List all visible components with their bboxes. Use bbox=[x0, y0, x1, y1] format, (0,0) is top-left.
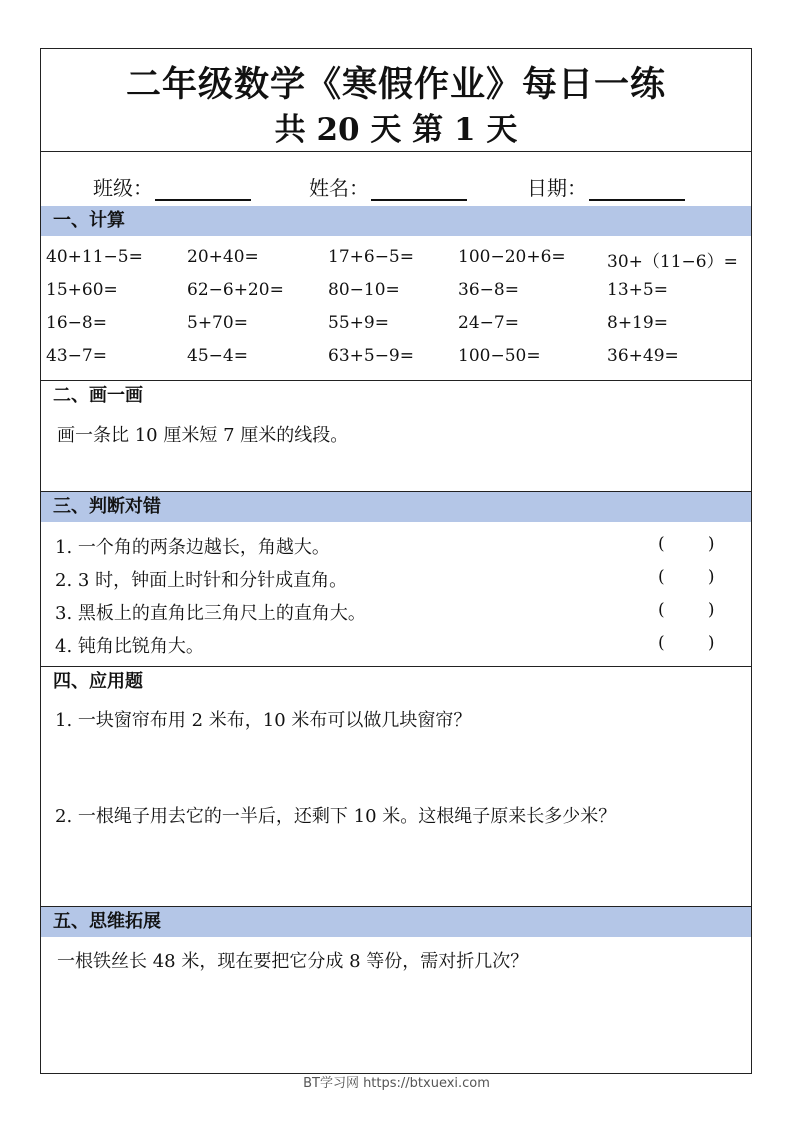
class-field bbox=[93, 172, 251, 201]
calc-item: 55+9= bbox=[328, 313, 389, 333]
date-field bbox=[527, 172, 685, 201]
calc-item: 16−8= bbox=[46, 313, 107, 333]
section-calc-title: 一、计算 bbox=[41, 206, 751, 236]
class-blank[interactable] bbox=[155, 177, 251, 201]
section-apply-title: 四、应用题 bbox=[41, 666, 751, 696]
section-think-title: 五、思维拓展 bbox=[41, 907, 751, 937]
calc-item: 20+40= bbox=[187, 247, 259, 267]
calc-item: 43−7= bbox=[46, 346, 107, 366]
date-label: 日期： bbox=[527, 176, 587, 200]
date-blank[interactable] bbox=[589, 177, 685, 201]
apply-question-1: 1. 一块窗帘布用 2 米布，10 米布可以做几块窗帘？ bbox=[55, 710, 472, 731]
calc-item: 63+5−9= bbox=[328, 346, 414, 366]
student-info-row bbox=[41, 152, 751, 206]
answer-paren[interactable]: ( ) bbox=[658, 534, 715, 554]
worksheet bbox=[40, 48, 752, 1074]
calc-item: 13+5= bbox=[607, 280, 668, 300]
judge-item: 4. 钝角比锐角大。 bbox=[55, 636, 204, 657]
calc-item: 5+70= bbox=[187, 313, 248, 333]
title-box bbox=[41, 49, 751, 152]
think-question: 一根铁丝长 48 米，现在要把它分成 8 等份，需对折几次？ bbox=[57, 951, 529, 972]
answer-paren[interactable]: ( ) bbox=[658, 600, 715, 620]
calc-item: 8+19= bbox=[607, 313, 668, 333]
class-label: 班级： bbox=[93, 176, 153, 200]
name-field bbox=[309, 172, 467, 201]
calc-item: 30+（11−6）= bbox=[607, 252, 738, 272]
section-draw-title: 二、画一画 bbox=[41, 380, 751, 410]
calc-item: 62−6+20= bbox=[187, 280, 284, 300]
calc-item: 40+11−5= bbox=[46, 247, 143, 267]
page-title: 二年级数学《寒假作业》每日一练 bbox=[125, 65, 666, 105]
judge-item: 2. 3 时，钟面上时针和分针成直角。 bbox=[55, 570, 348, 591]
footer-watermark: BT学习网 https://btxuexi.com bbox=[303, 1076, 490, 1091]
answer-paren[interactable]: ( ) bbox=[658, 633, 715, 653]
calc-item: 24−7= bbox=[458, 313, 519, 333]
calc-item: 15+60= bbox=[46, 280, 118, 300]
calc-item: 100−50= bbox=[458, 346, 541, 366]
calc-item: 17+6−5= bbox=[328, 247, 414, 267]
calc-item: 45−4= bbox=[187, 346, 248, 366]
page-subtitle: 共 20 天 第 1 天 bbox=[274, 112, 518, 148]
calc-item: 36+49= bbox=[607, 346, 679, 366]
calc-item: 80−10= bbox=[328, 280, 400, 300]
calc-item: 100−20+6= bbox=[458, 247, 566, 267]
draw-question: 画一条比 10 厘米短 7 厘米的线段。 bbox=[57, 425, 349, 446]
apply-question-2: 2. 一根绳子用去它的一半后，还剩下 10 米。这根绳子原来长多少米？ bbox=[55, 806, 617, 827]
section-judge-title: 三、判断对错 bbox=[41, 492, 751, 522]
name-blank[interactable] bbox=[371, 177, 467, 201]
calc-item: 36−8= bbox=[458, 280, 519, 300]
name-label: 姓名： bbox=[309, 176, 369, 200]
judge-item: 3. 黑板上的直角比三角尺上的直角大。 bbox=[55, 603, 366, 624]
judge-item: 1. 一个角的两条边越长，角越大。 bbox=[55, 537, 330, 558]
answer-paren[interactable]: ( ) bbox=[658, 567, 715, 587]
